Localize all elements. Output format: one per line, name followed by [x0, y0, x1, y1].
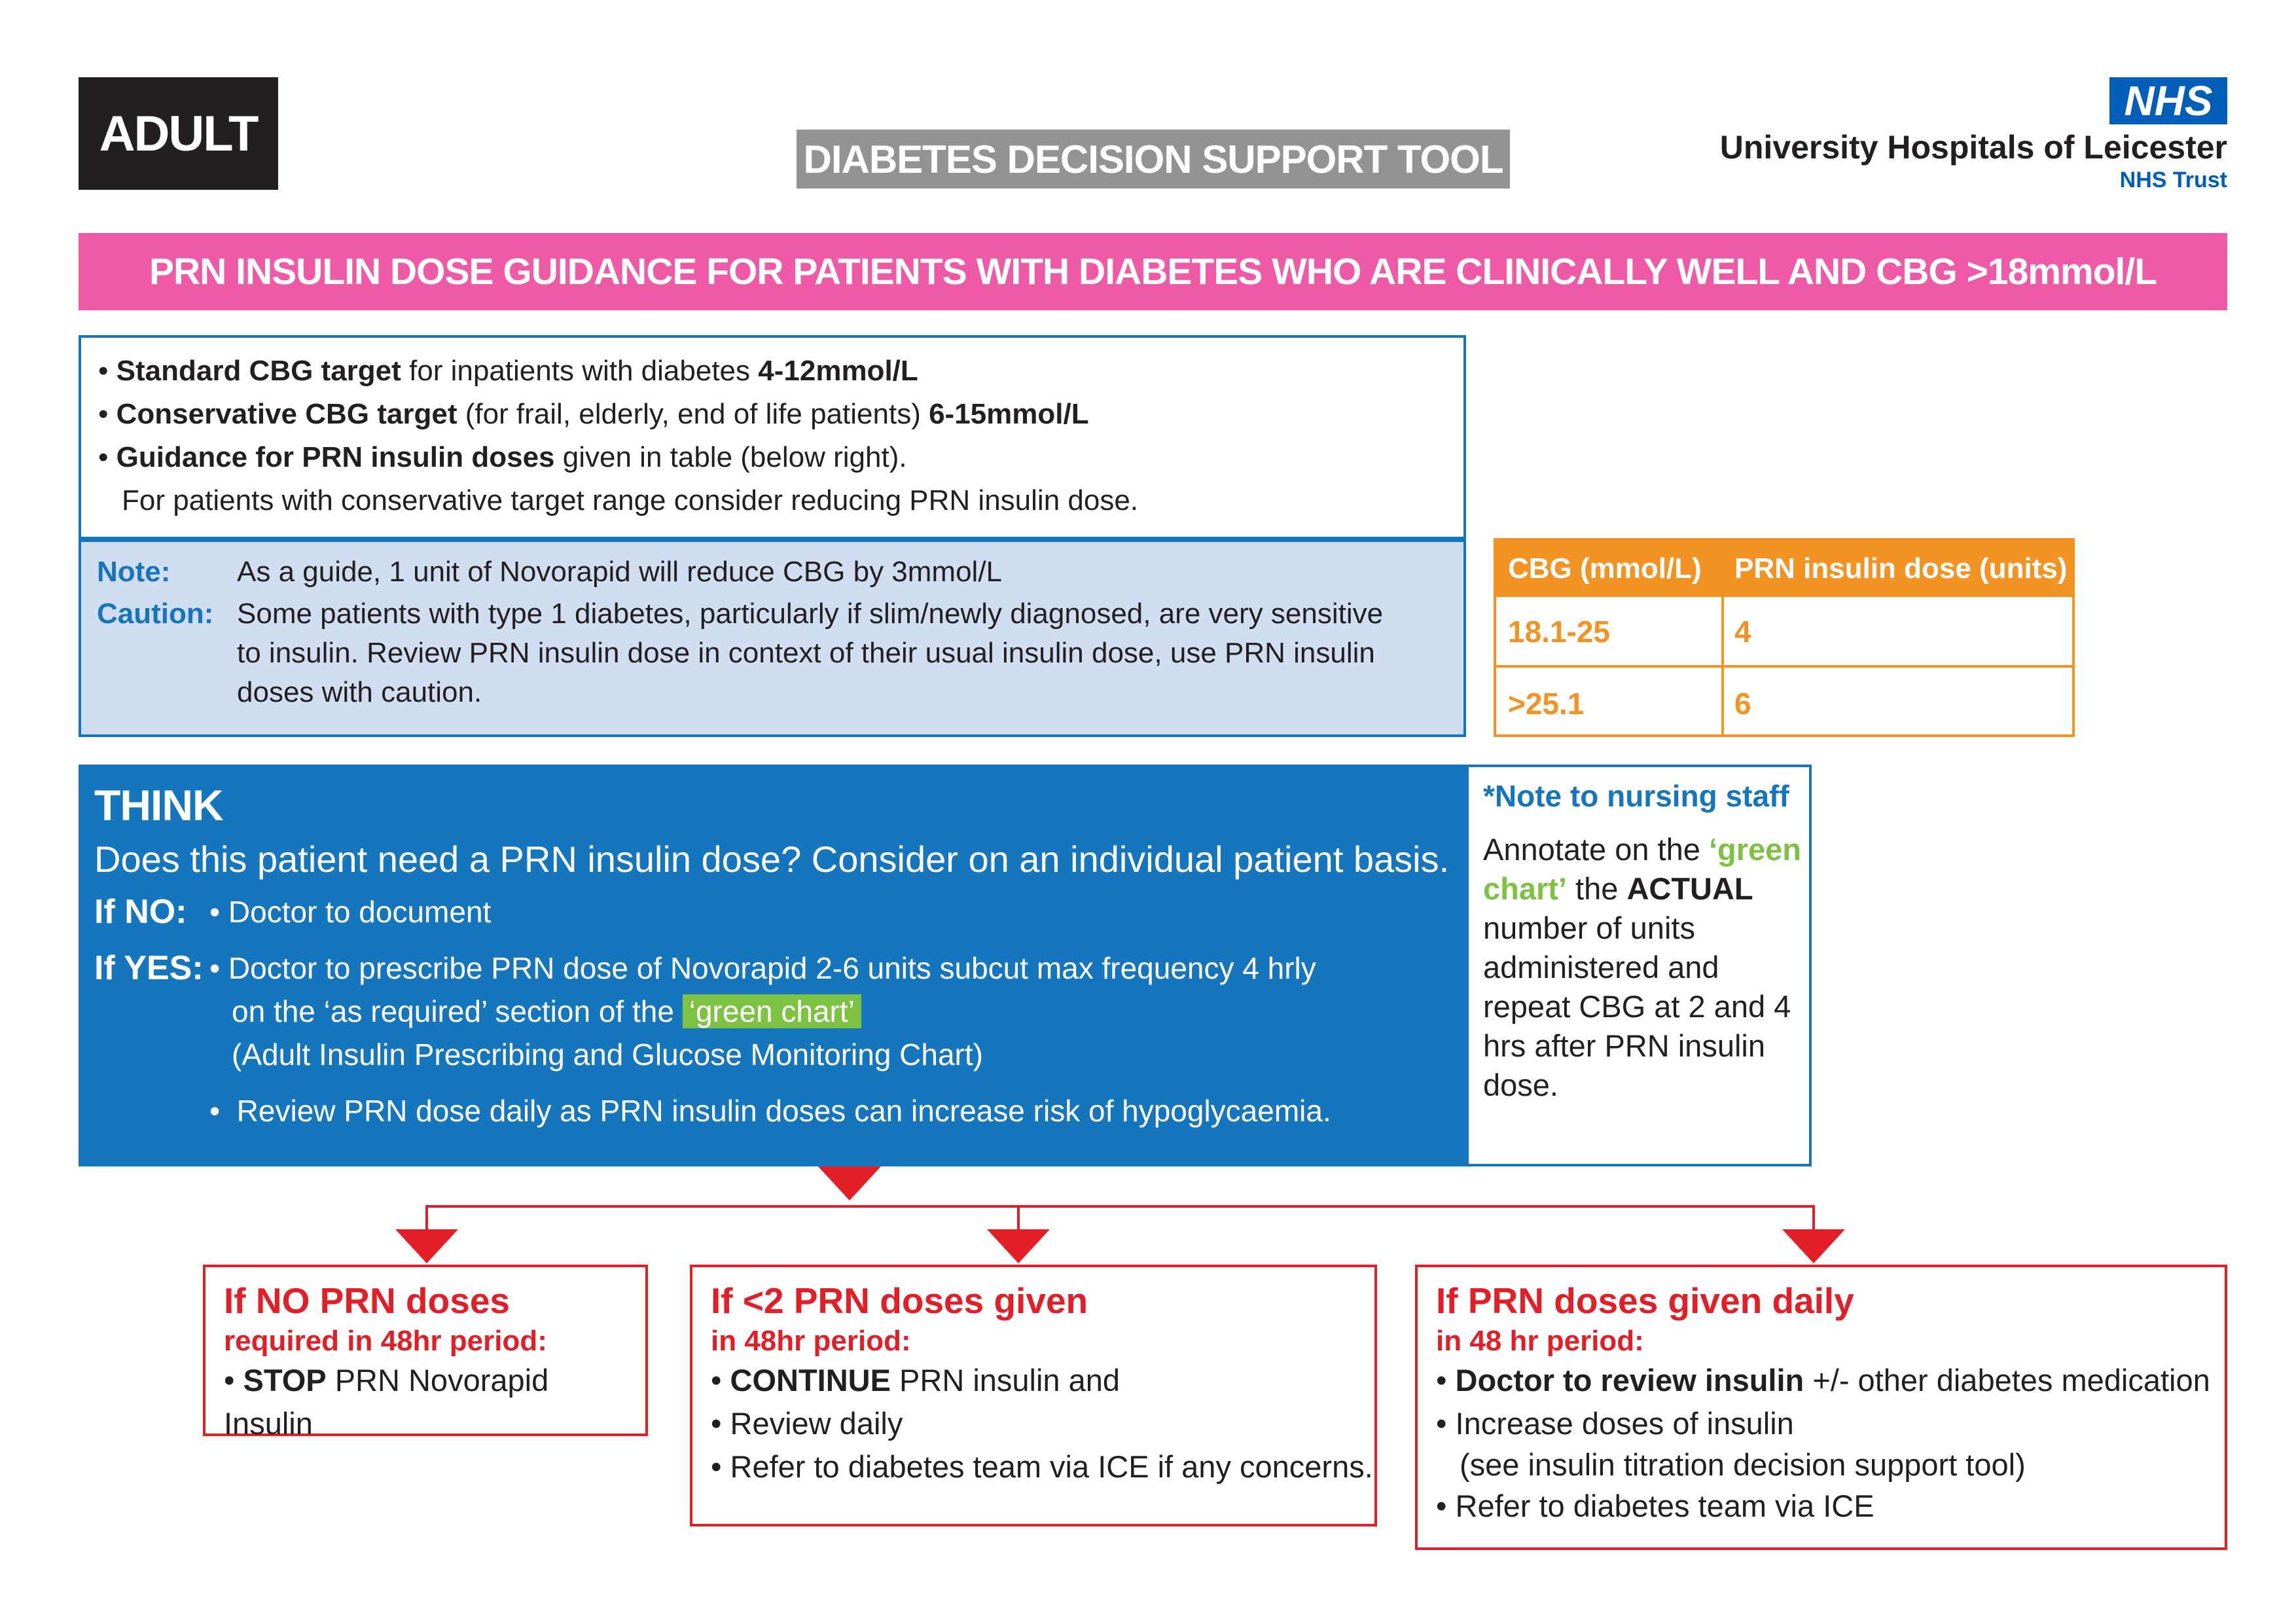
- audience-badge: ADULT: [79, 77, 278, 190]
- nursing-note-heading: *Note to nursing staff: [1483, 779, 1789, 813]
- target-conservative-note: For patients with conservative target range consider reducing PRN insulin dose.: [122, 484, 1139, 516]
- table-cell-dose: 4: [1734, 615, 1751, 649]
- review-text: • Review PRN dose daily as PRN insulin doses can increase risk of hypoglycaemia.: [209, 1094, 1331, 1128]
- think-question: Does this patient need a PRN insulin dose? Consider on an individual patient basis.: [94, 839, 1450, 880]
- note-text: As a guide, 1 unit of Novorapid will reduce CBG by 3mmol/L: [237, 556, 1003, 588]
- outcome-subtitle: required in 48hr period:: [224, 1325, 547, 1357]
- caution-text: Some patients with type 1 diabetes, particularly if slim/newly diagnosed, are very sensitive to insulin. Review PRN insulin dose in context of their usual insulin dose, use PRN insulin doses with caution.: [237, 598, 1384, 708]
- nhs-logo: NHS: [2109, 77, 2227, 124]
- down-arrow-icon: [818, 1166, 881, 1200]
- outcome-less-than-2-box: [690, 1265, 1377, 1526]
- note-label: Note:: [97, 556, 171, 588]
- outcome-bullet: • Increase doses of insulin: [1436, 1406, 1794, 1441]
- column-header-dose: PRN insulin dose (units): [1734, 552, 2068, 585]
- outcome-bullet-subtext: (see insulin titration decision support tool): [1460, 1447, 2026, 1482]
- if-yes-text: • Doctor to prescribe PRN dose of Novorapid 2-6 units subcut max frequency 4 hrly on the ‘as required’ section of the ‘green chart’ (Adult Insulin Prescribing and Glucose Monitoring Chart): [209, 951, 1316, 1072]
- down-arrow-icon: [1782, 1229, 1845, 1263]
- outcome-title: If NO PRN doses: [224, 1280, 511, 1321]
- if-no-text: • Doctor to document: [209, 895, 492, 929]
- down-arrow-icon: [395, 1229, 458, 1263]
- table-cell-dose: 6: [1734, 687, 1751, 721]
- outcome-bullet: • Refer to diabetes team via ICE if any concerns.: [711, 1449, 1373, 1484]
- outcome-subtitle: in 48 hr period:: [1436, 1325, 1644, 1357]
- outcome-bullet: • CONTINUE PRN insulin and: [711, 1363, 1121, 1398]
- target-standard: • Standard CBG target for inpatients with diabetes 4-12mmol/L: [98, 355, 918, 387]
- connector-line: [427, 1206, 1814, 1240]
- outcome-title: If PRN doses given daily: [1436, 1280, 1854, 1321]
- if-yes-label: If YES:: [94, 949, 204, 987]
- organisation-trust: NHS Trust: [2119, 168, 2227, 192]
- tool-title: DIABETES DECISION SUPPORT TOOL: [797, 130, 1510, 189]
- outcome-title: If <2 PRN doses given: [711, 1280, 1088, 1321]
- outcome-bullet: • Doctor to review insulin +/- other diabetes medication: [1436, 1363, 2210, 1398]
- caution-label: Caution:: [97, 598, 214, 630]
- outcome-daily-box: [1415, 1265, 2227, 1550]
- think-heading: THINK: [94, 781, 223, 829]
- if-no-label: If NO:: [94, 893, 187, 931]
- page-title-banner: PRN INSULIN DOSE GUIDANCE FOR PATIENTS WITH DIABETES WHO ARE CLINICALLY WELL AND CBG >18mmol/L: [79, 233, 2227, 310]
- outcome-no-prn-box: [203, 1265, 648, 1441]
- organisation-name: University Hospitals of Leicester: [1719, 129, 2227, 166]
- green-chart-text: ‘green chart’: [1483, 832, 1801, 906]
- down-arrow-icon: [987, 1229, 1050, 1263]
- outcome-bullet: • Refer to diabetes team via ICE: [1436, 1489, 1874, 1523]
- table-cell-cbg: 18.1-25: [1508, 615, 1611, 649]
- green-chart-highlight: ‘green chart’: [683, 994, 861, 1028]
- outcome-bullet: • Review daily: [711, 1406, 903, 1441]
- outcome-subtitle: in 48hr period:: [711, 1325, 911, 1357]
- nursing-note-text: Annotate on the ‘green chart’ the ACTUAL number of units administered and repeat CBG at 2 and 4 hrs after PRN insulin dose.: [1483, 832, 1801, 1102]
- table-cell-cbg: >25.1: [1508, 687, 1585, 721]
- outcome-bullet: • STOP PRN Novorapid Insulin: [224, 1363, 549, 1441]
- target-conservative: • Conservative CBG target (for frail, elderly, end of life patients) 6-15mmol/L: [98, 398, 1089, 430]
- target-guidance: • Guidance for PRN insulin doses given in table (below right).: [98, 441, 907, 473]
- column-header-cbg: CBG (mmol/L): [1508, 552, 1702, 585]
